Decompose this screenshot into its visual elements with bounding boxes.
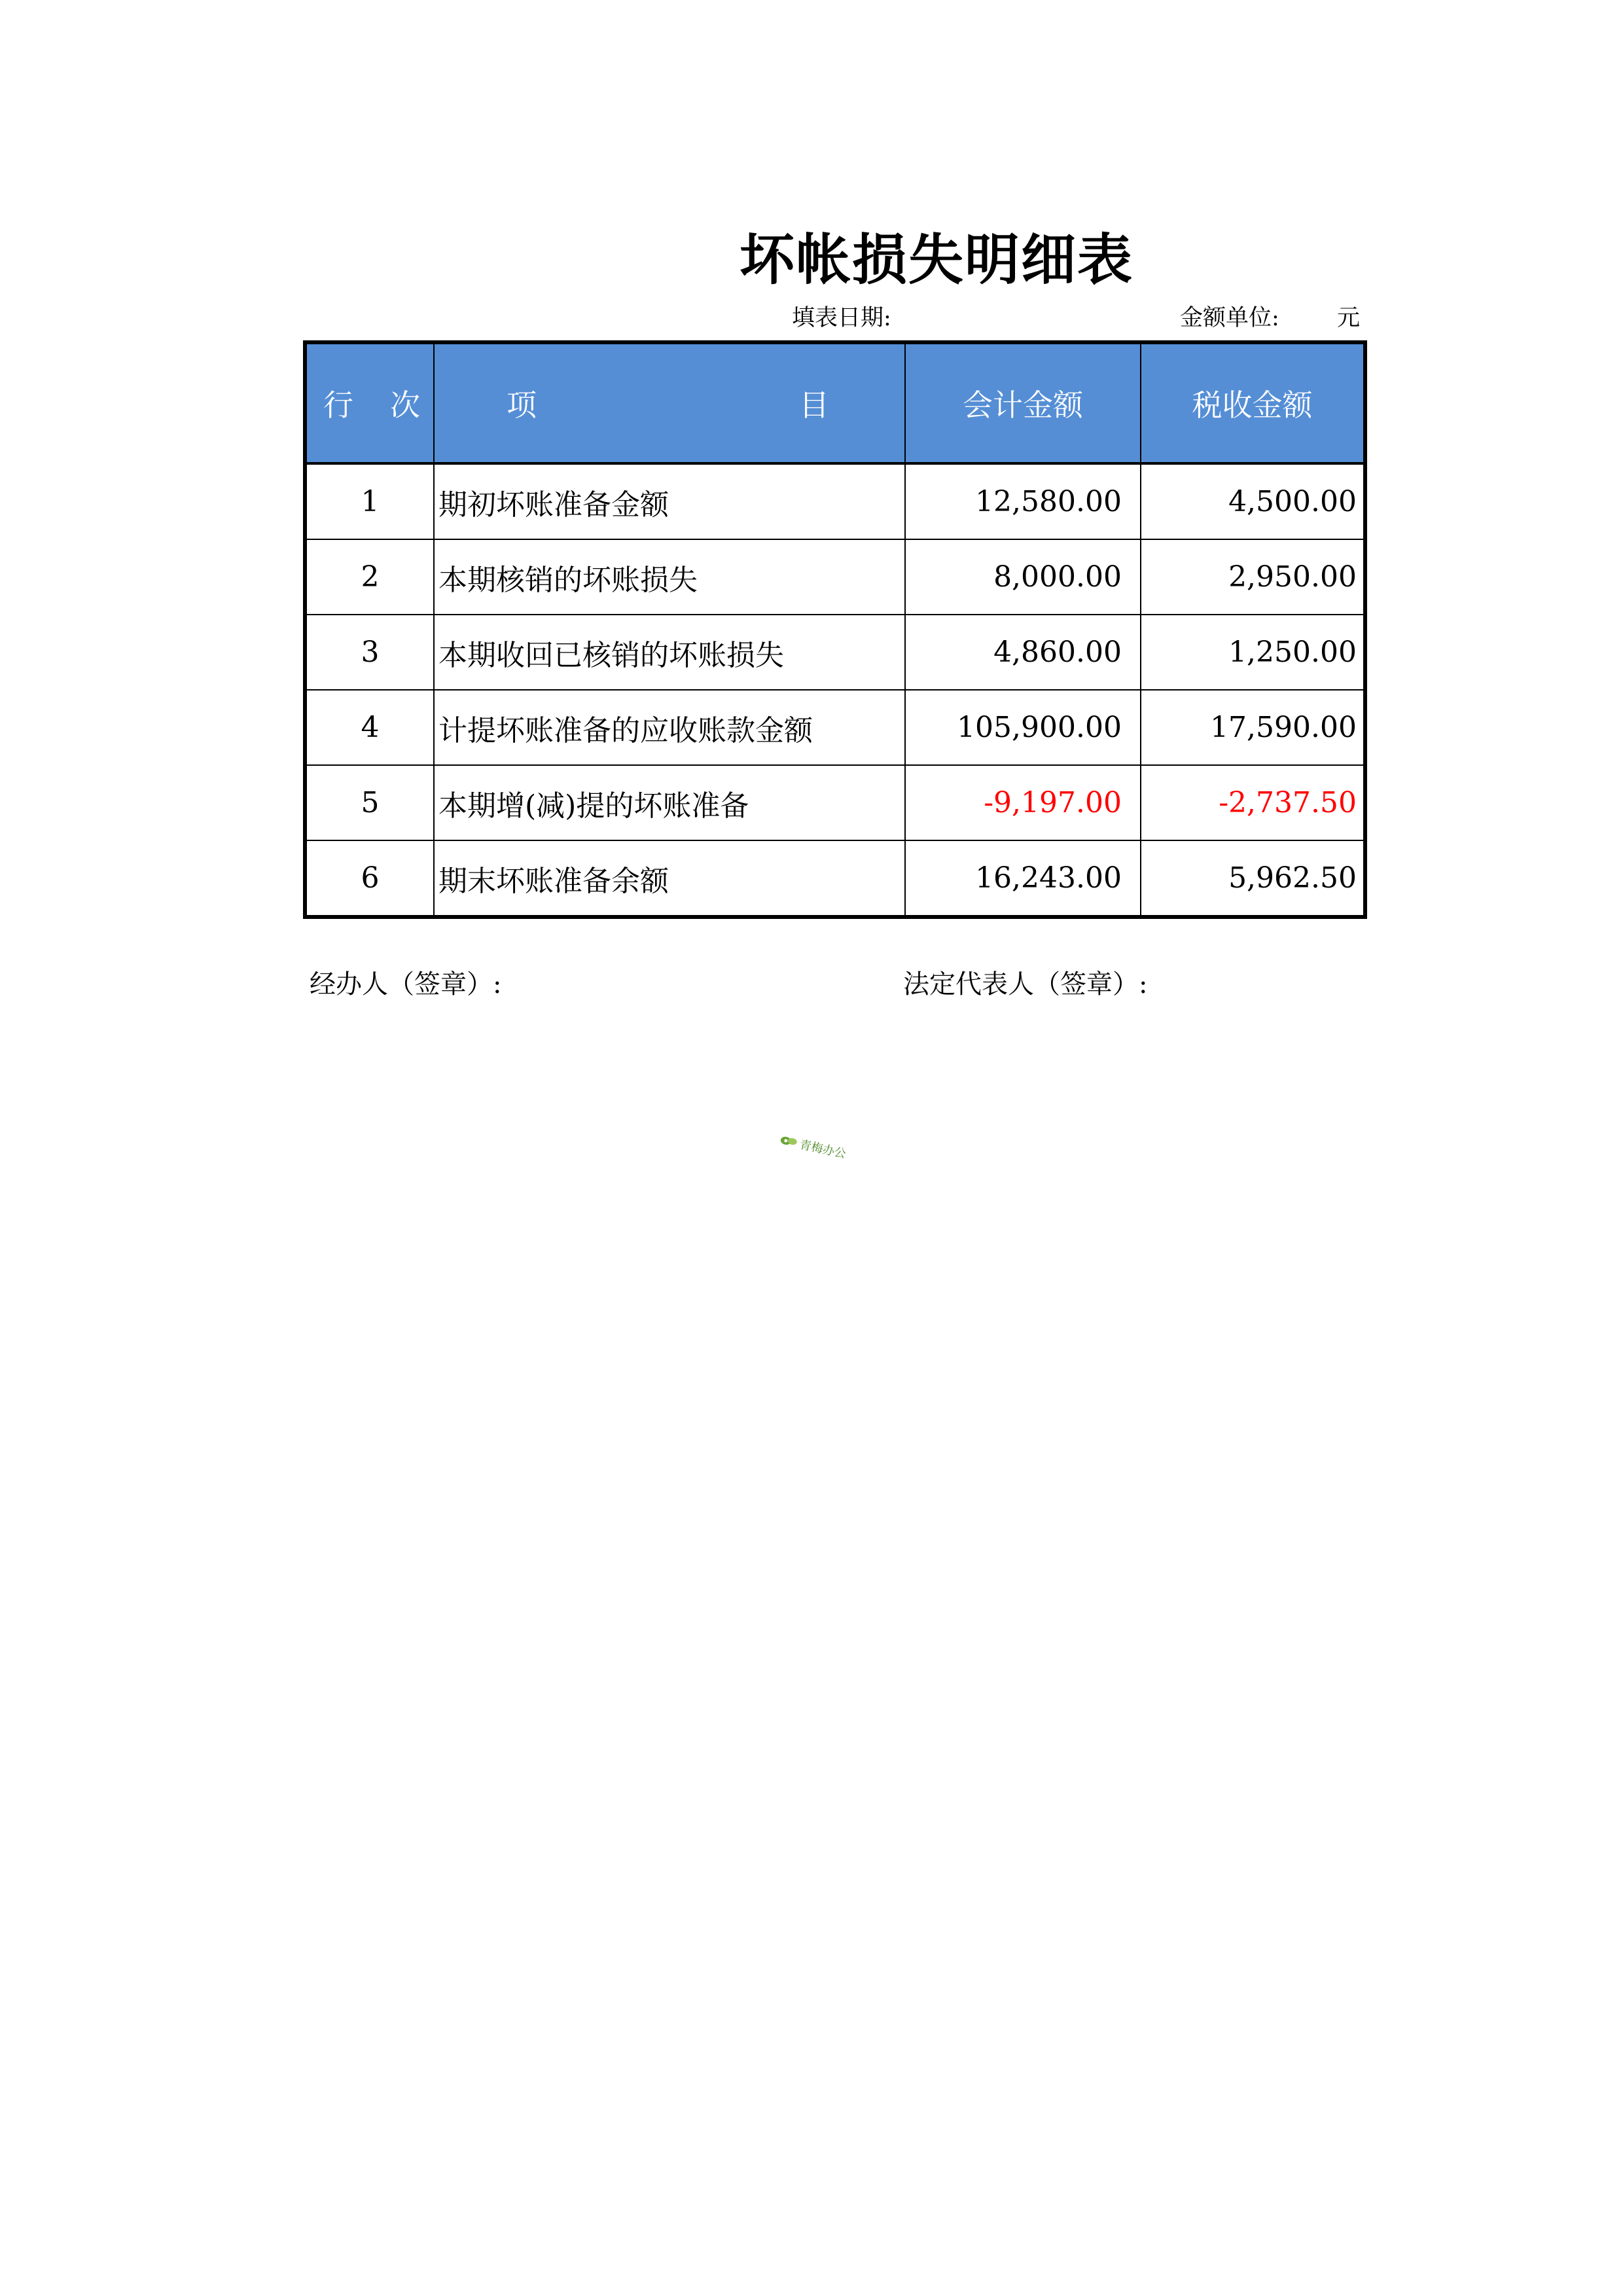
- bad-debt-table-container: [303, 340, 1357, 923]
- row-tax-amount: 2,950.00: [1141, 539, 1365, 615]
- row-index: 2: [305, 539, 434, 615]
- fill-date-label: 填表日期:: [792, 305, 891, 331]
- header-index: [305, 342, 434, 463]
- row-item: 本期增(减)提的坏账准备: [434, 765, 905, 840]
- bad-debt-table: [303, 340, 1367, 919]
- header-item-part: 项: [507, 387, 537, 423]
- handler-signature-label: 经办人（签章）:: [310, 969, 502, 999]
- row-accounting-amount: 16,243.00: [905, 840, 1141, 917]
- table-row: [305, 539, 1365, 615]
- row-tax-amount: 5,962.50: [1141, 840, 1365, 917]
- row-accounting-amount: 8,000.00: [905, 539, 1141, 615]
- row-accounting-amount: 12,580.00: [905, 463, 1141, 539]
- row-tax-amount: 17,590.00: [1141, 690, 1365, 765]
- header-index-part: 行: [323, 387, 353, 423]
- table-row: [305, 463, 1365, 539]
- row-item: 计提坏账准备的应收账款金额: [434, 690, 905, 765]
- row-item: 本期收回已核销的坏账损失: [434, 615, 905, 690]
- header-accounting-amount: 会计金额: [905, 342, 1141, 463]
- leaf-logo-icon: [779, 1133, 800, 1149]
- table-row: [305, 765, 1365, 840]
- row-index: 6: [305, 840, 434, 917]
- amount-unit-value: 元: [1337, 305, 1361, 331]
- page-title: 坏帐损失明细表: [740, 228, 1134, 292]
- row-tax-amount: 1,250.00: [1141, 615, 1365, 690]
- row-index: 4: [305, 690, 434, 765]
- row-item: 期初坏账准备金额: [434, 463, 905, 539]
- amount-unit-label: 金额单位:: [1180, 305, 1279, 331]
- watermark-logo: [778, 1131, 847, 1162]
- row-index: 3: [305, 615, 434, 690]
- header-item-part: 目: [799, 387, 829, 423]
- row-tax-amount: 4,500.00: [1141, 463, 1365, 539]
- header-item: [434, 342, 905, 463]
- row-accounting-amount: -9,197.00: [905, 765, 1141, 840]
- table-row: [305, 615, 1365, 690]
- legal-representative-signature-label: 法定代表人（签章）:: [903, 969, 1148, 999]
- row-item: 本期核销的坏账损失: [434, 539, 905, 615]
- row-index: 5: [305, 765, 434, 840]
- table-row: [305, 840, 1365, 917]
- row-tax-amount: -2,737.50: [1141, 765, 1365, 840]
- row-accounting-amount: 4,860.00: [905, 615, 1141, 690]
- row-accounting-amount: 105,900.00: [905, 690, 1141, 765]
- table-header-row: [305, 342, 1365, 463]
- header-index-part: 次: [390, 387, 420, 423]
- header-tax-amount: 税收金额: [1141, 342, 1365, 463]
- row-index: 1: [305, 463, 434, 539]
- row-item: 期末坏账准备余额: [434, 840, 905, 917]
- watermark-text: 青梅办公: [798, 1138, 847, 1162]
- table-row: [305, 690, 1365, 765]
